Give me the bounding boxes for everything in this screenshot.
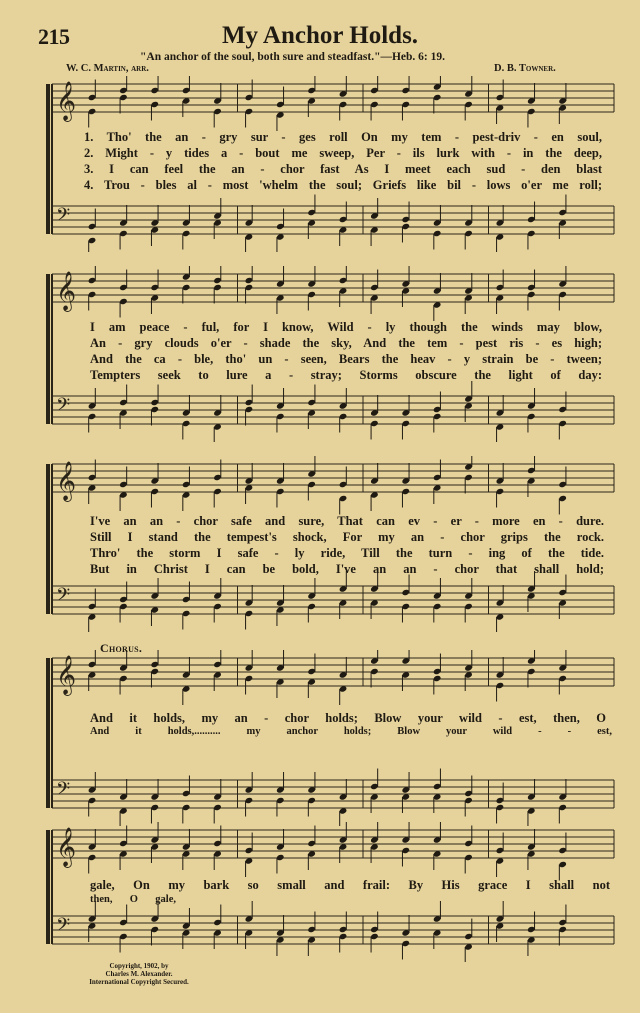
scripture-epigraph: "An anchor of the soul, both sure and steadfast."—Heb. 6: 19. bbox=[140, 51, 445, 63]
lyric-line-2-3: And the ca - ble, tho' un - seen, Bears the heav - y strain be - tween; bbox=[90, 352, 602, 366]
lyric-line-1-3: 3. I can feel the an - chor fast As I meet each sud - den blast bbox=[84, 162, 602, 176]
copyright-line: Charles M. Alexander. bbox=[105, 970, 173, 978]
bass-clef-icon: 𝄢 bbox=[56, 395, 71, 420]
lyric-line-1-4: 4. Trou - bles al - most 'whelm the soul; Griefs like bil - lows o'er me roll; bbox=[84, 178, 602, 192]
lyric-line-2-2: An - gry clouds o'er - shade the sky, And the tem - pest ris - es high; bbox=[90, 336, 602, 350]
composer-credit: D. B. Towner. bbox=[494, 63, 556, 74]
lyric-line-3-3: Thro' the storm I safe - ly ride, Till the turn - ing of the tide. bbox=[90, 546, 604, 560]
lyric-line-4-2: And it holds,.......... my anchor holds; Blow your wild - - est, bbox=[90, 726, 612, 737]
bass-clef-icon: 𝄢 bbox=[56, 585, 71, 610]
bass-clef-icon: 𝄢 bbox=[56, 779, 71, 804]
bass-clef-icon: 𝄢 bbox=[56, 915, 71, 940]
treble-clef-icon: 𝄞 bbox=[56, 655, 77, 695]
lyric-line-3-2: Still I stand the tempest's shock, For my an - chor grips the rock. bbox=[90, 530, 604, 544]
lyric-line-2-1: I am peace - ful, for I know, Wild - ly though the winds may blow, bbox=[90, 320, 602, 334]
lyric-line-5-2: then, O gale, bbox=[90, 894, 176, 905]
hymn-title: My Anchor Holds. bbox=[221, 22, 419, 49]
hymn-number: 215 bbox=[38, 24, 70, 49]
lyric-line-5-1: gale, On my bark so small and frail: By His grace I shall not bbox=[90, 878, 610, 892]
treble-clef-icon: 𝄞 bbox=[56, 271, 77, 311]
lyric-line-4-1: And it holds, my an - chor holds; Blow your wild - est, then, O bbox=[90, 711, 606, 725]
lyric-line-3-4: But in Christ I can be bold, I've an an - chor that shall hold; bbox=[90, 562, 604, 576]
treble-clef-icon: 𝄞 bbox=[56, 827, 77, 867]
chorus-label: Chorus. bbox=[100, 641, 143, 655]
treble-clef-icon: 𝄞 bbox=[56, 461, 77, 501]
lyric-line-2-4: Tempters seek to lure a - stray; Storms obscure the light of day: bbox=[90, 368, 602, 382]
copyright-line: Copyright, 1902, by bbox=[109, 962, 169, 970]
lyric-line-1-2: 2. Might - y tides a - bout me sweep, Per - ils lurk with - in the deep, bbox=[84, 146, 602, 160]
lyric-line-3-1: I've an an - chor safe and sure, That can ev - er - more en - dure. bbox=[90, 514, 604, 528]
treble-clef-icon: 𝄞 bbox=[56, 81, 77, 121]
copyright-notice bbox=[74, 962, 204, 986]
bass-clef-icon: 𝄢 bbox=[56, 205, 71, 230]
lyric-line-1-1: 1. Tho' the an - gry sur - ges roll On my tem - pest-driv - en soul, bbox=[84, 130, 602, 144]
copyright-line: International Copyright Secured. bbox=[89, 978, 189, 986]
music-system-4 bbox=[0, 650, 640, 826]
arranger-credit: W. C. Martin, arr. bbox=[66, 63, 149, 74]
